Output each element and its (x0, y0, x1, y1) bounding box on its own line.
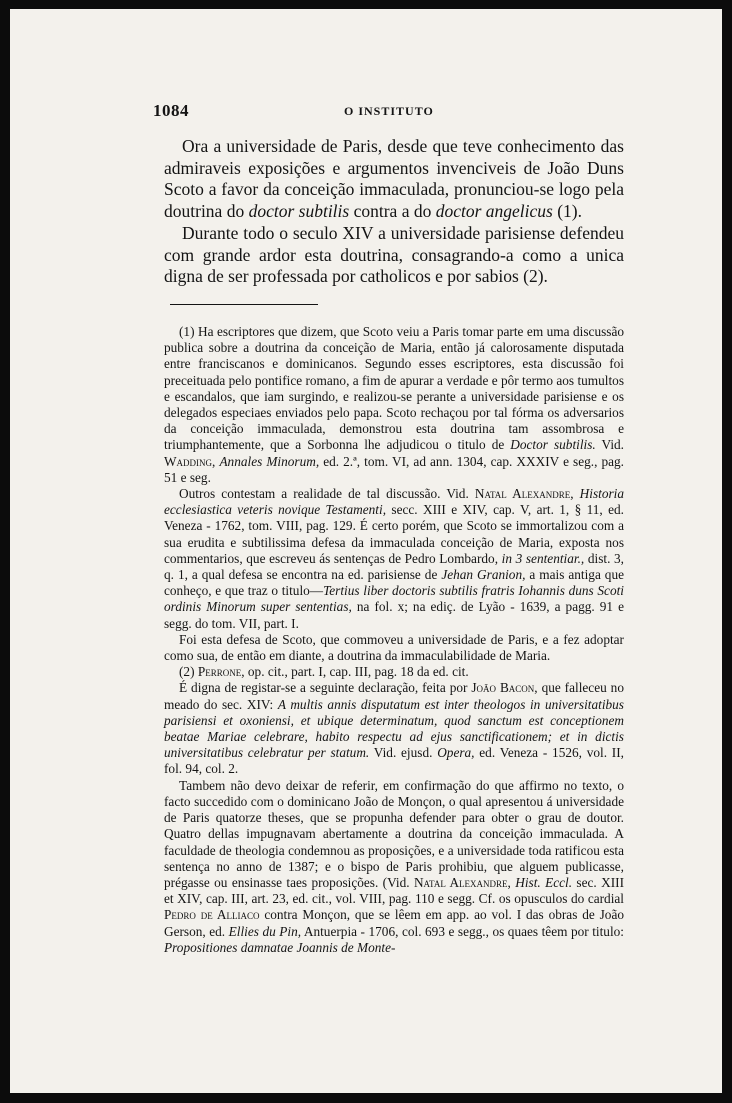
footnote-2-italic-1: Historia ecclesiastica veteris novique Testamenti, (164, 486, 625, 518)
footnote-1-conclusion: Foi esta defesa de Scoto, que commoveu a universidade de Paris, e a fez adoptar como sua, de então em diante, a doutrina da immaculabilidade de Maria. (164, 631, 624, 664)
page-header (153, 101, 605, 123)
footnote-4-italic-2: Opera, (437, 745, 475, 761)
footnote-5-text-b: sec. XIII et XIV, cap. III, art. 23, ed. cit., vol. VIII, pag. 110 e segg. Cf. os opusculos do cardial (164, 874, 624, 907)
footnote-3-author: Perrone, (197, 664, 245, 680)
footnote-1 (164, 324, 624, 486)
footnote-2-author: Natal Alexandre, (474, 486, 574, 502)
footnote-4-text-d: ed. Veneza - 1526, vol. II, fol. 94, col. 2. (164, 745, 624, 777)
footnote-5-author: Natal Alexandre, (413, 874, 511, 890)
footnote-2-italic-3: Jehan Granion, (441, 567, 526, 583)
footnote-5-author-2: Pedro de Alliaco (164, 907, 260, 923)
footnote-4-author: João Bacon, (471, 680, 538, 696)
footnotes (164, 324, 624, 956)
footnote-2-monçon (164, 778, 624, 956)
footnote-5-text-c: contra Monçon, que se lêem em app. ao vol. I das obras de João Gerson, ed. (164, 907, 625, 939)
footnote-2-text-a: Outros contestam a realidade de tal discussão. Vid. (179, 486, 475, 502)
footnote-5-text-d: Antuerpia - 1706, col. 693 e segg., os quaes têem por titulo: (301, 923, 624, 939)
scanned-page (10, 9, 722, 1093)
paragraph-1-text-b: contra a do (349, 201, 436, 222)
footnote-2 (164, 664, 624, 680)
footnote-2-text-b: secc. XIII e XIV, cap. V, art. 1, § 11, ed. Veneza - 1762, tom. VIII, pag. 129. É certo porém, que Scoto se immortalizou com a sua erudita e subtilissima defesa da immaculada conceição de Maria, exposta nos commentarios, que escreveu ás sentenças de Pedro Lombardo, (164, 502, 624, 566)
paragraph-2: Durante todo o seculo XIV a universidade parisiense defendeu com grande ardor esta doutrina, consagrando-a como a unica digna de ser professada por catholicos e por sabios (2). (164, 222, 624, 287)
footnote-2-text-d: a mais antiga que conheço, e que traz o titulo— (164, 567, 625, 599)
footnote-separator (170, 304, 318, 305)
footnote-1-italic-1: Doctor subtilis. (510, 437, 596, 453)
doctor-subtilis-term: doctor subtilis (248, 201, 350, 222)
page-number: 1084 (153, 101, 189, 120)
footnote-3-text-b: op. cit., part. I, cap. III, pag. 18 da ed. cit. (244, 664, 469, 680)
footnote-3-text-a: (2) (179, 664, 198, 680)
running-head: O INSTITUTO (344, 104, 434, 118)
footnote-1-italic-2: Annales Minorum, (219, 453, 320, 469)
footnote-4-text-c: Vid. ejusd. (369, 745, 438, 761)
footnote-1-text-a: (1) Ha escriptores que dizem, que Scoto veiu a Paris tomar parte em uma discussão publica sobre a doutrina da conceição de Maria, então já calorosamente disputada entre franciscanos e dominicanos. Segundo esses escriptores, esta discussão foi preceituada pelo pontifice romano, a fim de apurar a verdade e pôr termo aos tumultos e escandalos, que iam surgindo, e realizou-se perante a universidade parisiense e os delegados especiaes enviados pelo papa. Scoto rechaçou por tal fórma os adversarios da conceição immaculada, demonstrou esta doutrina tam assombrosa e triumphantemente, que a Sorbonna lhe adjudicou o titulo de (164, 324, 624, 453)
paragraph-1-text-a: Ora a universidade de Paris, desde que teve conhecimento das admiraveis exposições e argumentos invenciveis de João Duns Scoto a favor da conceição immaculada, pronunciou-se logo pela doutrina do (164, 136, 624, 222)
footnote-4-latin-quote: A multis annis disputatum est inter theologos in universitatibus parisiensi et oxoniensi, et ubique determinatum, quod sanctum est conceptionem beatae Mariae celebrare, habito respectu ad ejus sanctificationem; et in dictis universitatibus celebratur per statum. (164, 696, 624, 761)
footnote-2-italic-2: in 3 sententiar., (501, 550, 585, 566)
footnote-5-italic-1: Hist. Eccl. (515, 874, 573, 890)
footnote-5-text-a: Tambem não devo deixar de referir, em confirmação do que affirmo no texto, o facto succedido com o dominicano João de Monçon, o qual apresentou á universidade de Paris quatorze theses, que se propunha defender para obter o grau de doutor. Quatro dellas impugnavam abertamente a doutrina da conceição immaculada. A faculdade de theologia condemnou as proposições, e a universidade toda ratificou esta sentença no anno de 1387; e o bispo de Paris prohibiu, que alguem publicasse, prégasse ou ensinasse taes proposições. (Vid. (164, 777, 624, 890)
footnote-1-text-c: ed. 2.ª, tom. VI, ad ann. 1304, cap. XXXIV e seg., pag. 51 e seg. (164, 453, 624, 485)
footnote-4-text-b: que falleceu no meado do sec. XIV: (164, 680, 624, 712)
footnote-1-continuation (164, 486, 624, 632)
footnote-4-text-a: É digna de registar-se a seguinte declaração, feita por (179, 680, 472, 696)
footnote-2-text-c: dist. 3, q. 1, a qual defesa se encontra na ed. parisiense de (164, 550, 624, 583)
footnote-1-text-b: Vid. (595, 437, 624, 453)
footnote-5-italic-3: Propositiones damnatae Joannis de Monte- (164, 939, 396, 955)
paragraph-1-text-c: (1). (552, 201, 583, 222)
footnote-2-text-e: na fol. x; na ediç. de Lyão - 1639, a pagg. 91 e segg. do tom. VII, part. I. (164, 599, 624, 631)
footnote-2-continuation (164, 680, 624, 777)
footnote-2-italic-4: Tertius liber doctoris subtilis fratris Iohannis duns Scoti ordinis Minorum super sententias, (164, 583, 624, 615)
footnote-1-author: Wadding, (164, 453, 216, 469)
footnote-5-italic-2: Ellies du Pin, (228, 923, 302, 939)
paragraph-1 (164, 136, 624, 223)
doctor-angelicus-term: doctor angelicus (435, 201, 553, 222)
main-text (164, 136, 624, 288)
